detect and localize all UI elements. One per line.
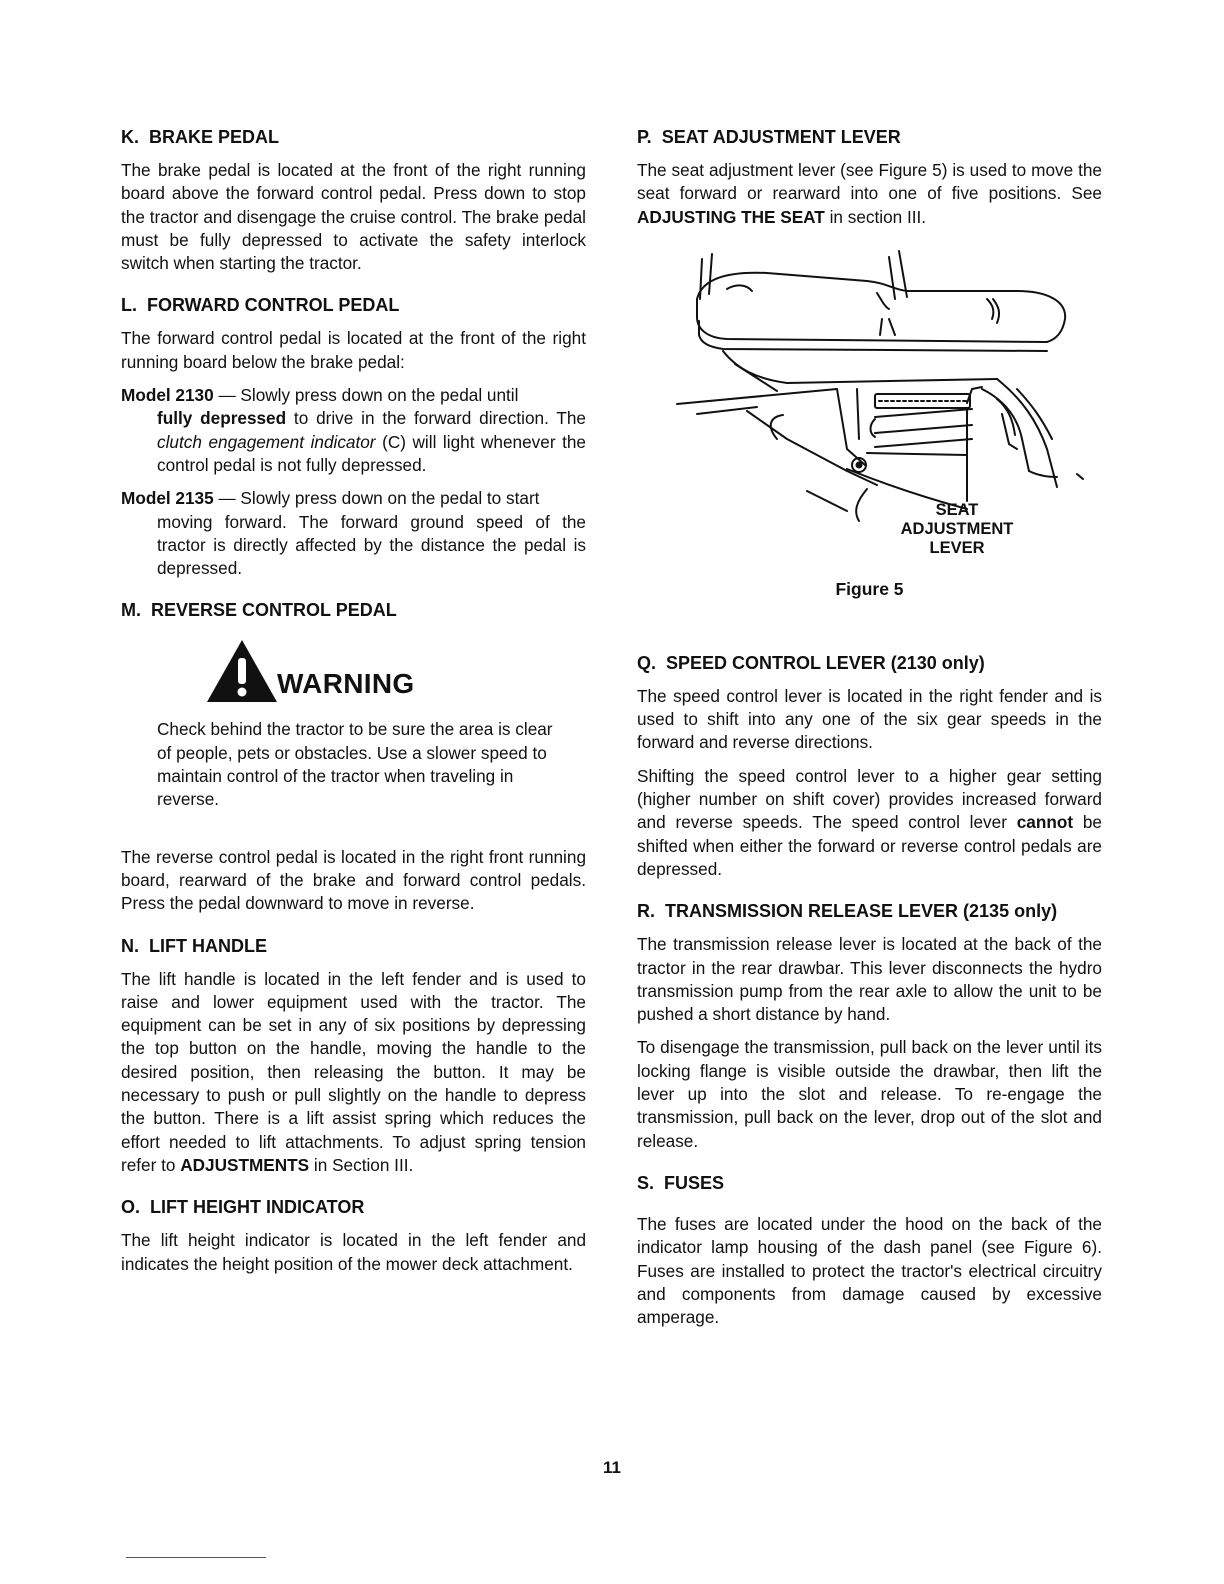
page-number: 11 — [603, 1458, 621, 1477]
section-q-text-2b: be shifted when either the forward or reverse control pedals are depressed. — [637, 812, 1102, 879]
adjusting-seat-reference: ADJUSTING THE SEAT — [637, 206, 825, 227]
section-k-heading: K. BRAKE PEDAL — [121, 127, 280, 147]
right-column — [637, 125, 1102, 1339]
section-l-heading: L. FORWARD CONTROL PEDAL — [121, 295, 400, 316]
section-p-text-a: The seat adjustment lever (see Figure 5) is used to move the seat forward or rearward into one of five positions. See — [637, 160, 1102, 204]
warning-triangle-icon — [203, 636, 281, 706]
section-s-heading: S. FUSES — [637, 1172, 725, 1193]
model-2135-indent: moving forward. The forward ground speed of the tractor is directly affected by the distance the pedal is depressed. — [157, 511, 586, 579]
section-r-text-1: The transmission release lever is located at the back of the tractor in the rear drawbar. This lever disconnects the hydro transmission pump from the rear axle to allow the unit to be pushed a short distance by hand. — [637, 934, 1102, 1025]
section-q-heading: Q. SPEED CONTROL LEVER (2130 only) — [637, 652, 985, 673]
model-2130-text-b: to drive in the forward direction. The — [286, 408, 586, 429]
figure-caption: Figure 5 — [835, 578, 904, 599]
section-k-text: The brake pedal is located at the front of the right running board above the forward control pedal. Press down to stop the tractor and disengage the cruise control. The brake pedal must be fully depressed to activate the safety interlock switch when starting the tractor. — [121, 160, 586, 274]
model-2130-bold: fully depressed — [157, 408, 287, 429]
left-column — [121, 125, 586, 1286]
section-m-text: The reverse control pedal is located in the right front running board, rearward of the brake and forward control pedals. Press the pedal downward to move in reverse. — [121, 846, 586, 914]
section-l-text: The forward control pedal is located at the front of the right running board below the brake pedal: — [121, 328, 586, 372]
model-2130-italic: clutch engagement indicator — [157, 431, 376, 452]
section-p-heading: P. SEAT ADJUSTMENT LEVER — [637, 127, 901, 147]
section-n-text-a: The lift handle is located in the left fender and is used to raise and lower equipment used with the tractor. The equipment can be set in any of six positions by depressing the top button on the handle, moving the handle to the desired position, then releasing the button. It may be necessary to push or pull slightly on the handle to depress the button. There is a lift assist spring which reduces the effort needed to lift attachments. To adjust spring tension refer to — [121, 968, 586, 1175]
figure-label-line2: ADJUSTMENT — [900, 519, 1014, 538]
section-r-text-2: To disengage the transmission, pull back on the lever until its locking flange is visible outside the drawbar, then lift the lever up into the slot and release. To re-engage the transmission, pull back on the lever, drop out of the slot and release. — [637, 1037, 1102, 1151]
section-m-heading: M. REVERSE CONTROL PEDAL — [121, 600, 397, 621]
section-n-text-b: in Section III. — [309, 1154, 414, 1175]
section-r-heading: R. TRANSMISSION RELEASE LEVER (2135 only) — [637, 901, 1058, 922]
section-q-text-1: The speed control lever is located in the right fender and is used to shift into any one of the six gear speeds in the forward and reverse directions. — [637, 685, 1102, 753]
figure-label-line1: SEAT — [935, 500, 979, 519]
figure-callout — [887, 501, 1027, 558]
figure-label-line3: LEVER — [929, 538, 985, 557]
section-p-text-b: in section III. — [824, 206, 927, 227]
scan-edge-line — [126, 1557, 266, 1558]
section-s-text: The fuses are located under the hood on the back of the indicator lamp housing of the dash panel (see Figure 6). Fuses are installed to protect the tractor's electrical circuitry and components from damage caused by excessive amperage. — [637, 1213, 1102, 1328]
figure-5 — [637, 239, 1102, 599]
seat-illustration — [637, 239, 1102, 539]
cannot-emphasis: cannot — [1016, 812, 1074, 833]
model-2130-text-c: (C) will light whenever the control pedal is not fully depressed. — [157, 431, 586, 475]
section-o-text: The lift height indicator is located in the left fender and indicates the height position of the mower deck attachment. — [121, 1230, 586, 1274]
warning-text: Check behind the tractor to be sure the area is clear of people, pets or obstacles. Use a slower speed to maintain control of the tractor when traveling in reverse. — [157, 719, 553, 810]
model-2135-label: Model 2135 — [121, 488, 214, 509]
model-2135-text-a: — Slowly press down on the pedal to start — [213, 488, 540, 509]
model-2130-indent — [121, 407, 586, 477]
section-q-text-2 — [637, 765, 1102, 881]
section-n-heading: N. LIFT HANDLE — [121, 935, 267, 956]
model-2130-paragraph — [121, 384, 586, 477]
model-2130-label: Model 2130 — [121, 385, 214, 406]
model-2130-text-a: — Slowly press down on the pedal until — [213, 385, 519, 406]
adjustments-reference: ADJUSTMENTS — [180, 1154, 310, 1175]
model-2135-paragraph — [121, 487, 586, 580]
section-n-text — [121, 968, 586, 1178]
section-q-text-2a: Shifting the speed control lever to a higher gear setting (higher number on shift cover) provides increased forward and reverse speeds. The speed control lever — [637, 765, 1102, 833]
warning-title: WARNING — [277, 668, 415, 700]
section-p-text — [637, 159, 1102, 229]
warning-header — [203, 636, 586, 706]
section-o-heading: O. LIFT HEIGHT INDICATOR — [121, 1197, 365, 1218]
